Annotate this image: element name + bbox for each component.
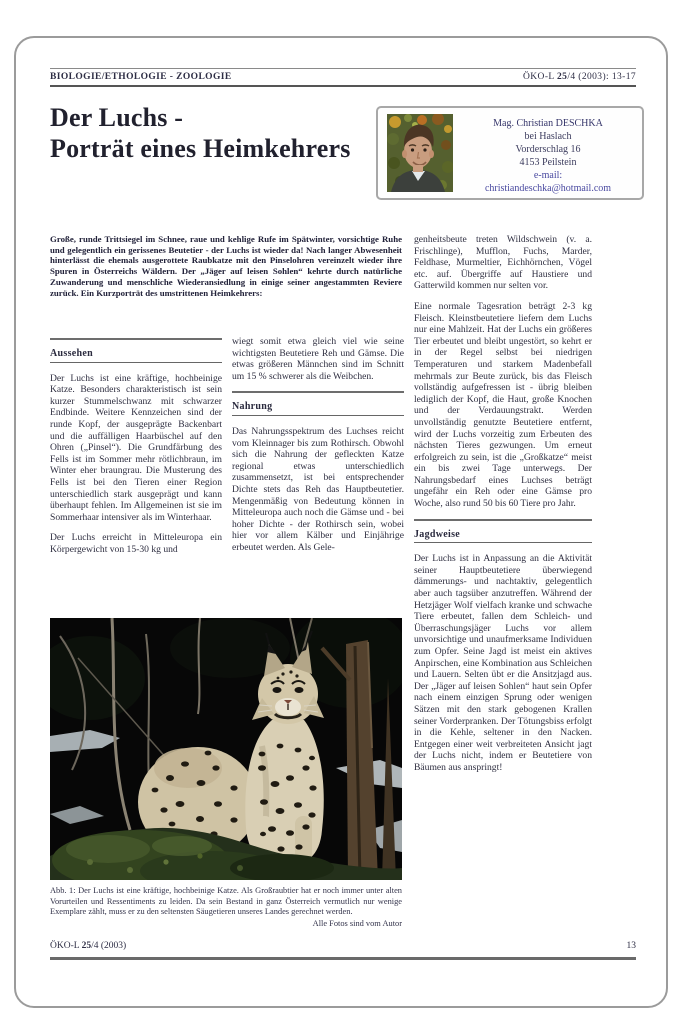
citation-rest: /4 (2003): 13-17 bbox=[567, 72, 636, 82]
header-rule-thin bbox=[50, 68, 636, 69]
paragraph: Der Luchs ist eine kräftige, hochbeinige Katze. Besonders charakteristisch ist sein kurzer Stummelschwanz mit schwarzer Endbinde. Weitere Kennzeichen sind der runde Kopf, der ausgeprägte Backenbart und die auffälligen Haarbüschel auf den Ohren („Pinsel“). Die Grundfärbung des Fells ist im Sommer mehr rötlichbraun, im Winter eher braungrau. Die Musterung des Fells ist bei den Tieren einer Region unterschiedlich stark ausgeprägt und kann überhaupt fehlen. Im Allgemeinen ist sie im Sommerhaar intensiver als im Winterhaar. bbox=[50, 372, 222, 523]
footer-rule bbox=[50, 957, 636, 960]
author-address-line-3: 4153 Peilstein bbox=[519, 157, 577, 168]
journal-citation bbox=[523, 72, 636, 82]
footer-citation-prefix: ÖKO-L bbox=[50, 941, 82, 951]
author-name: Mag. Christian DESCHKA bbox=[493, 118, 603, 129]
author-address-line-1: bei Haslach bbox=[524, 131, 572, 142]
figure-credit: Alle Fotos sind vom Autor bbox=[312, 918, 402, 928]
paragraph: Das Nahrungsspektrum des Luchses reicht vom Kleinnager bis zum Rothirsch. Obwohl sich die Nahrung der gefleckten Katze regional etwas unterschiedlich zusammensetzt, ist bei entsprechender Dichte stets das Reh das Hauptbeutetier. Mengenmäßig von Bedeutung können in Mitteleuropa auch noch die Gämse und - bei hoher Dichte - der Rothirsch sein, wobei hier vor allem Kälber und Einjährige erbeutet werden. Als Gele- bbox=[232, 425, 404, 553]
author-address-line-2: Vorderschlag 16 bbox=[515, 144, 581, 155]
text-column-2 bbox=[232, 336, 404, 616]
author-box bbox=[376, 106, 644, 200]
text-column-1 bbox=[50, 336, 222, 616]
author-contact bbox=[458, 117, 638, 195]
article-title bbox=[50, 102, 380, 164]
journal-section-label: BIOLOGIE/ETHOLOGIE - ZOOLOGIE bbox=[50, 72, 232, 82]
footer-citation bbox=[50, 941, 126, 951]
footer-citation-rest: /4 (2003) bbox=[91, 941, 127, 951]
paragraph: wiegt somit etwa gleich viel wie seine wichtigsten Beutetiere Reh und Gämse. Die etwas größeren Männchen sind im Schnitt um 15 % schwerer als die Weibchen. bbox=[232, 336, 404, 382]
author-email: christiandeschka@hotmail.com bbox=[484, 183, 612, 194]
paragraph: genheitsbeute treten Wildschwein (v. a. Frischlinge), Mufflon, Fuchs, Marder, Feldhase, Murmeltier, Eichhörnchen, Vögel etc. auf. Übergriffe auf Haustiere und Gatterwild kommen nur selten vor. bbox=[414, 234, 592, 292]
author-photo bbox=[387, 114, 453, 192]
footer-citation-issue: 25 bbox=[81, 941, 92, 951]
citation-prefix: ÖKO-L bbox=[523, 72, 558, 82]
paragraph: Der Luchs ist in Anpassung an die Aktivität seiner Hauptbeutetiere überwiegend dämmerungs- und nachtaktiv, gelegentlich aber auch tagsüber anzutreffen. Während der Hetzjäger Wolf vielfach kranke und schwache Tiere erbeutet, fallen dem Schleich- und Überraschungsjäger Luchs vor allem unvorsichtige und unaufmerksame Individuen zum Opfer. Seine Jagd ist meist ein aktives Anpirschen, eine Kombination aus Schleichen und Lauern. Selten übt er die Ansitzjagd aus. Der „Jäger auf leisen Sohlen“ haut sein Opfer nach einem einzigen Sprung oder wenigen Sätzen mit den stark gebogenen Krallen seiner Vorderpranken. Der Tötungsbiss erfolgt in die Kehle, seltener in den Nacken. Entgegen einer weit verbreiteten Ansicht jagt der Luchs nicht, indem er Beutetiere von Bäumen aus anspringt! bbox=[414, 553, 592, 773]
section-title: Nahrung bbox=[232, 393, 404, 416]
paragraph: Eine normale Tagesration beträgt 2-3 kg Fleisch. Kleinstbeutetiere liefern dem Luchs nur eine Mahlzeit. Hat der Luchs ein größeres Tier erbeutet und bleibt ungestört, so kehrt er in der Regel selbst bei niedrigen Temperaturen und starkem Madenbefall mehrmals zur Beute zurück, bis das Fleisch vollständig aufgefressen ist - übrig bleiben lediglich der Kopf, die Haut, große Knochen und der Verdauungstrakt. Werden unvollständig genutzte Beutetiere entfernt, wird der Luchs vorzeitig zum Erbeuten des nächsten Tieres gezwungen. Um erneut erfolgreich zu sein, ist die „Großkatze“ meist ein bis zwei Tage unterwegs. Der Nahrungsbedarf eines Luchses beträgt ungefähr ein Reh oder eine Gämse pro Woche, also rund 50 bis 60 Tiere pro Jahr. bbox=[414, 300, 592, 510]
article-title-line-2: Porträt eines Heimkehrers bbox=[50, 134, 351, 163]
citation-issue: 25 bbox=[557, 72, 568, 82]
section-heading-nahrung bbox=[232, 391, 404, 416]
scanned-journal-page bbox=[14, 36, 668, 1008]
header-rule-thick bbox=[50, 85, 636, 87]
page-number: 13 bbox=[626, 941, 636, 951]
journal-header bbox=[50, 72, 636, 82]
section-heading-aussehen bbox=[50, 338, 222, 363]
section-title: Aussehen bbox=[50, 340, 222, 363]
lynx-photo bbox=[50, 618, 402, 880]
author-email-label: e-mail: bbox=[533, 170, 563, 181]
paragraph: Der Luchs erreicht in Mitteleuropa ein Körpergewicht von 15-30 kg und bbox=[50, 532, 222, 555]
text-column-3 bbox=[414, 234, 592, 960]
article-title-line-1: Der Luchs - bbox=[50, 103, 184, 132]
section-title: Jagdweise bbox=[414, 521, 592, 544]
lead-paragraph: Große, runde Trittsiegel im Schnee, raue und kehlige Rufe im Spätwinter, vorsichtige Ruhe und gelegentlich ein gerissenes Beutetier - der Luchs ist wieder da! Nach langer Abwesenheit hinterlässt die ehemals ausgerottete Raubkatze mit den Pinselohren vereinzelt wieder ihre Spuren in Österreichs Wäldern. Der „Jäger auf leisen Sohlen“ kehrte durch natürliche Zuwanderung und menschliche Wiederansiedlung in einige seiner angestammten Reviere zurück. Ein Kurzporträt des umstrittenen Heimkehrers: bbox=[50, 234, 402, 298]
figure-caption-text: Abb. 1: Der Luchs ist eine kräftige, hochbeinige Katze. Als Großraubtier hat er noch immer unter alten Vorurteilen und Ressentiments zu leiden. Da sein Bestand in ganz Österreich vermutlich nur wenige Exemplare zählt, muss er zu den seltensten Säugetieren unseres Landes gerechnet werden. bbox=[50, 886, 402, 917]
page-footer bbox=[50, 941, 636, 951]
section-heading-jagdweise bbox=[414, 519, 592, 544]
figure-caption bbox=[50, 886, 402, 929]
